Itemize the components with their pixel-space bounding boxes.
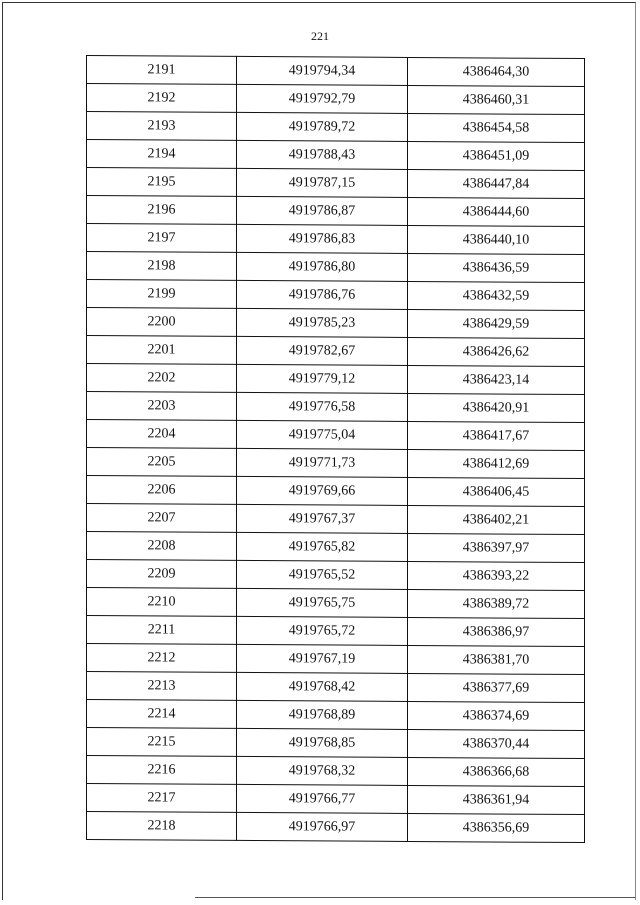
table-row [87, 168, 585, 199]
y-coordinate-cell: 4386386,97 [408, 617, 585, 646]
y-coordinate-cell: 4386423,14 [408, 365, 585, 394]
table-row [87, 420, 585, 451]
x-coordinate-cell: 4919787,15 [237, 168, 408, 197]
coordinates-table-wrap [86, 55, 584, 843]
table-row [87, 252, 585, 283]
y-coordinate-cell: 4386361,94 [408, 785, 585, 814]
y-coordinate-cell: 4386417,67 [408, 421, 585, 450]
table-row [87, 784, 585, 815]
table-row [87, 224, 585, 255]
x-coordinate-cell: 4919769,66 [237, 476, 408, 505]
table-row [87, 196, 585, 227]
y-coordinate-cell: 4386429,59 [408, 309, 585, 338]
x-coordinate-cell: 4919766,77 [237, 784, 408, 813]
x-coordinate-cell: 4919782,67 [237, 336, 408, 365]
y-coordinate-cell: 4386440,10 [408, 225, 585, 254]
x-coordinate-cell: 4919768,89 [237, 700, 408, 729]
y-coordinate-cell: 4386397,97 [408, 533, 585, 562]
bottom-rule [195, 897, 635, 898]
x-coordinate-cell: 4919768,42 [237, 672, 408, 701]
point-number-cell: 2199 [87, 280, 237, 309]
point-number-cell: 2205 [87, 448, 237, 477]
point-number-cell: 2208 [87, 532, 237, 561]
x-coordinate-cell: 4919766,97 [237, 812, 408, 841]
point-number-cell: 2209 [87, 560, 237, 589]
x-coordinate-cell: 4919765,75 [237, 588, 408, 617]
point-number-cell: 2212 [87, 644, 237, 673]
x-coordinate-cell: 4919794,34 [237, 56, 408, 85]
x-coordinate-cell: 4919786,76 [237, 280, 408, 309]
point-number-cell: 2198 [87, 252, 237, 281]
point-number-cell: 2203 [87, 392, 237, 421]
point-number-cell: 2195 [87, 168, 237, 197]
table-row [87, 532, 585, 563]
x-coordinate-cell: 4919765,52 [237, 560, 408, 589]
y-coordinate-cell: 4386381,70 [408, 645, 585, 674]
point-number-cell: 2211 [87, 616, 237, 645]
x-coordinate-cell: 4919789,72 [237, 112, 408, 141]
point-number-cell: 2197 [87, 224, 237, 253]
table-row [87, 560, 585, 591]
table-row [87, 700, 585, 731]
x-coordinate-cell: 4919779,12 [237, 364, 408, 393]
point-number-cell: 2201 [87, 336, 237, 365]
point-number-cell: 2192 [87, 84, 237, 113]
table-row [87, 476, 585, 507]
y-coordinate-cell: 4386426,62 [408, 337, 585, 366]
x-coordinate-cell: 4919768,85 [237, 728, 408, 757]
y-coordinate-cell: 4386402,21 [408, 505, 585, 534]
table-row [87, 364, 585, 395]
y-coordinate-cell: 4386377,69 [408, 673, 585, 702]
y-coordinate-cell: 4386447,84 [408, 169, 585, 198]
x-coordinate-cell: 4919776,58 [237, 392, 408, 421]
point-number-cell: 2218 [87, 812, 237, 841]
table-row [87, 644, 585, 675]
point-number-cell: 2213 [87, 672, 237, 701]
x-coordinate-cell: 4919765,82 [237, 532, 408, 561]
y-coordinate-cell: 4386389,72 [408, 589, 585, 618]
point-number-cell: 2196 [87, 196, 237, 225]
table-row [87, 672, 585, 703]
point-number-cell: 2204 [87, 420, 237, 449]
y-coordinate-cell: 4386366,68 [408, 757, 585, 786]
point-number-cell: 2206 [87, 476, 237, 505]
table-row [87, 392, 585, 423]
y-coordinate-cell: 4386393,22 [408, 561, 585, 590]
x-coordinate-cell: 4919785,23 [237, 308, 408, 337]
point-number-cell: 2217 [87, 784, 237, 813]
y-coordinate-cell: 4386412,69 [408, 449, 585, 478]
y-coordinate-cell: 4386464,30 [408, 57, 585, 86]
table-row [87, 280, 585, 311]
table-row [87, 448, 585, 479]
y-coordinate-cell: 4386460,31 [408, 85, 585, 114]
x-coordinate-cell: 4919767,19 [237, 644, 408, 673]
point-number-cell: 2202 [87, 364, 237, 393]
y-coordinate-cell: 4386406,45 [408, 477, 585, 506]
point-number-cell: 2210 [87, 588, 237, 617]
coordinates-table [86, 55, 585, 843]
x-coordinate-cell: 4919786,83 [237, 224, 408, 253]
table-row [87, 616, 585, 647]
x-coordinate-cell: 4919786,87 [237, 196, 408, 225]
y-coordinate-cell: 4386444,60 [408, 197, 585, 226]
point-number-cell: 2193 [87, 112, 237, 141]
x-coordinate-cell: 4919765,72 [237, 616, 408, 645]
table-row [87, 756, 585, 787]
x-coordinate-cell: 4919775,04 [237, 420, 408, 449]
y-coordinate-cell: 4386356,69 [408, 813, 585, 842]
table-row [87, 504, 585, 535]
page-number: 221 [311, 29, 329, 43]
y-coordinate-cell: 4386436,59 [408, 253, 585, 282]
coordinates-table-body [87, 56, 585, 843]
point-number-cell: 2191 [87, 56, 237, 85]
x-coordinate-cell: 4919767,37 [237, 504, 408, 533]
y-coordinate-cell: 4386451,09 [408, 141, 585, 170]
point-number-cell: 2207 [87, 504, 237, 533]
table-row [87, 84, 585, 115]
table-row [87, 308, 585, 339]
y-coordinate-cell: 4386374,69 [408, 701, 585, 730]
table-row [87, 588, 585, 619]
point-number-cell: 2200 [87, 308, 237, 337]
x-coordinate-cell: 4919786,80 [237, 252, 408, 281]
y-coordinate-cell: 4386370,44 [408, 729, 585, 758]
point-number-cell: 2215 [87, 728, 237, 757]
y-coordinate-cell: 4386420,91 [408, 393, 585, 422]
point-number-cell: 2216 [87, 756, 237, 785]
table-row [87, 56, 585, 87]
y-coordinate-cell: 4386432,59 [408, 281, 585, 310]
table-row [87, 112, 585, 143]
table-row [87, 812, 585, 843]
y-coordinate-cell: 4386454,58 [408, 113, 585, 142]
x-coordinate-cell: 4919771,73 [237, 448, 408, 477]
table-row [87, 336, 585, 367]
x-coordinate-cell: 4919768,32 [237, 756, 408, 785]
point-number-cell: 2214 [87, 700, 237, 729]
x-coordinate-cell: 4919788,43 [237, 140, 408, 169]
x-coordinate-cell: 4919792,79 [237, 84, 408, 113]
table-row [87, 728, 585, 759]
point-number-cell: 2194 [87, 140, 237, 169]
table-row [87, 140, 585, 171]
